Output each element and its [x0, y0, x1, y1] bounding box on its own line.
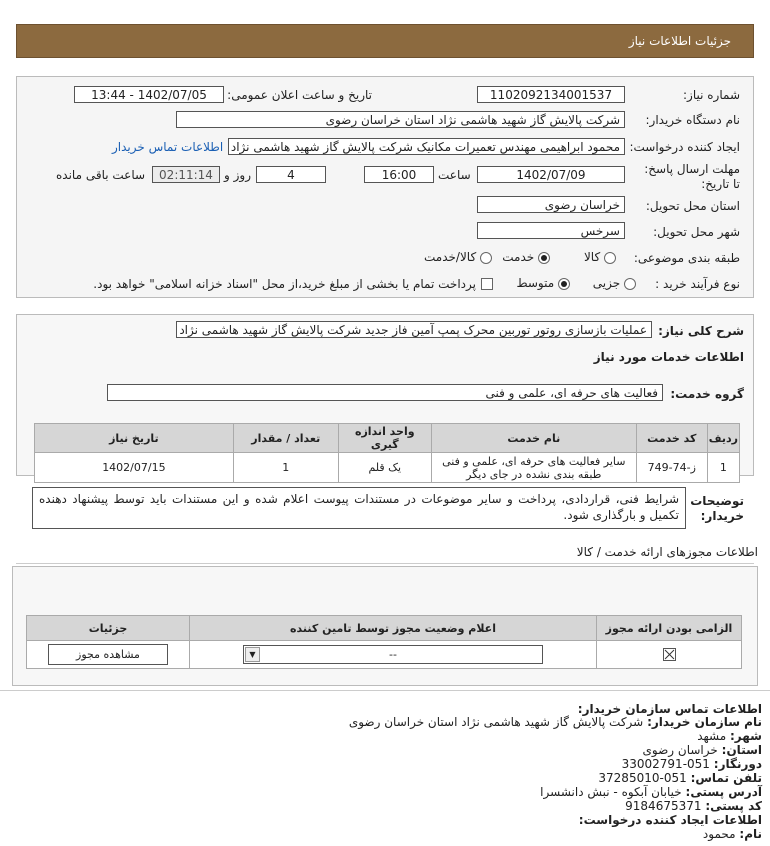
col-name: نام خدمت — [431, 424, 636, 453]
city-field[interactable]: سرخس — [477, 222, 625, 239]
radio-selected-icon[interactable] — [538, 252, 550, 264]
province-label: استان محل تحویل: — [645, 199, 740, 213]
cross-icon — [664, 649, 675, 660]
radio-selected-icon[interactable] — [558, 278, 570, 290]
announce-field[interactable]: 1402/07/05 - 13:44 — [74, 86, 224, 103]
contact-phone: تلفن تماس: 051-37285010 — [598, 771, 762, 785]
creator-name: نام: محمود — [702, 827, 762, 841]
process-option-minor[interactable]: جزیی — [593, 276, 636, 290]
cell-date: 1402/07/15 — [35, 453, 234, 483]
treasury-payment-text: پرداخت تمام یا بخشی از مبلغ خرید،از محل "اسناد خزانه اسلامی" خواهد بود. — [93, 277, 476, 291]
province-field[interactable]: خراسان رضوی — [477, 196, 625, 213]
remaining-time-label: ساعت باقی مانده — [56, 168, 146, 182]
contact-address: آدرس پستی: خیابان آبکوه - نبش دانشسرا — [540, 785, 762, 799]
category-option-service[interactable]: خدمت — [502, 250, 550, 264]
need-number-label: شماره نیاز: — [683, 88, 740, 102]
col-code: کد خدمت — [636, 424, 707, 453]
col-row: ردیف — [707, 424, 739, 453]
creator-field[interactable]: محمود ابراهیمی مهندس تعمیرات مکانیک شرکت پالایش گاز شهید هاشمی نژاد — [228, 138, 625, 155]
page-title: جزئیات اطلاعات نیاز — [628, 34, 731, 48]
deadline-time-field[interactable]: 16:00 — [364, 166, 434, 183]
deadline-date-field[interactable]: 1402/07/09 — [477, 166, 625, 183]
process-option-medium[interactable]: متوسط — [516, 276, 570, 290]
radio-icon[interactable] — [604, 252, 616, 264]
summary-field[interactable]: عملیات بازسازی روتور توربین محرک پمپ آمین فاز جدید شرکت پالایش گاز شهید هاشمی نژاد — [176, 321, 652, 338]
buyer-org-label: نام دستگاه خریدار: — [645, 113, 740, 127]
permits-table — [26, 615, 742, 669]
contact-title: اطلاعات تماس سازمان خریدار: — [577, 702, 762, 716]
cell-name: سایر فعالیت های حرفه ای، علمی و فنی طبقه بندی نشده در جای دیگر — [431, 453, 636, 483]
deadline-label: مهلت ارسال پاسخ: تا تاریخ: — [644, 162, 740, 191]
category-option-goods[interactable]: کالا — [584, 250, 616, 264]
radio-icon[interactable] — [624, 278, 636, 290]
remaining-time-field: 02:11:14 — [152, 166, 220, 183]
service-group-label: گروه خدمت: — [670, 387, 744, 401]
process-label: نوع فرآیند خرید : — [655, 277, 740, 291]
divider — [16, 563, 754, 564]
category-label: طبقه بندی موضوعی: — [633, 251, 740, 265]
announce-label: تاریخ و ساعت اعلان عمومی: — [227, 88, 372, 102]
buyer-notes-label: توضیحات خریدار: — [690, 494, 744, 523]
contact-org: نام سازمان خریدار: شرکت پالایش گاز شهید هاشمی نژاد استان خراسان رضوی — [348, 715, 762, 729]
treasury-payment-checkbox[interactable] — [481, 276, 493, 290]
cell-qty: 1 — [233, 453, 338, 483]
page-header — [16, 24, 754, 58]
contact-province: استان: خراسان رضوی — [642, 743, 762, 757]
days-label: روز و — [224, 168, 251, 182]
contact-fax: دورنگار: 051-33002791 — [621, 757, 762, 771]
view-permit-button[interactable]: مشاهده مجوز — [48, 644, 168, 665]
buyer-contact-link[interactable]: اطلاعات تماس خریدار — [112, 140, 224, 154]
col-permit-required: الزامی بودن ارائه مجوز — [597, 616, 742, 641]
table-row — [35, 453, 740, 483]
category-option-goods-service[interactable]: کالا/خدمت — [424, 250, 492, 264]
need-number-field[interactable]: 1102092134001537 — [477, 86, 625, 103]
cell-row: 1 — [707, 453, 739, 483]
creator-info-title: اطلاعات ایجاد کننده درخواست: — [578, 813, 762, 827]
buyer-notes-field[interactable]: شرایط فنی، قراردادی، پرداخت و سایر موضوعات در مستندات پیوست اعلام شده و این مستندات باید توسط پیشنهاد دهنده تکمیل و بارگذاری شود. — [32, 487, 686, 529]
col-permit-details: جزئیات — [27, 616, 190, 641]
creator-label: ایجاد کننده درخواست: — [629, 140, 740, 154]
permit-required-checkbox[interactable] — [663, 648, 676, 661]
cell-unit: یک قلم — [338, 453, 431, 483]
contact-postal: کد پستی: 9184675371 — [625, 799, 762, 813]
services-info-title: اطلاعات خدمات مورد نیاز — [593, 350, 744, 364]
col-unit: واحد اندازه گیری — [338, 424, 431, 453]
service-group-field[interactable]: فعالیت های حرفه ای، علمی و فنی — [107, 384, 663, 401]
radio-icon[interactable] — [480, 252, 492, 264]
deadline-time-label: ساعت — [438, 168, 471, 182]
col-date: تاریخ نیاز — [35, 424, 234, 453]
table-row — [27, 641, 742, 669]
contact-city: شهر: مشهد — [697, 729, 762, 743]
summary-label: شرح کلی نیاز: — [658, 324, 744, 338]
days-field[interactable]: 4 — [256, 166, 326, 183]
items-table — [34, 423, 740, 483]
buyer-org-field[interactable]: شرکت پالایش گاز شهید هاشمی نژاد استان خراسان رضوی — [176, 111, 625, 128]
col-permit-status: اعلام وضعیت مجوز توسط تامین کننده — [190, 616, 597, 641]
col-qty: تعداد / مقدار — [233, 424, 338, 453]
city-label: شهر محل تحویل: — [653, 225, 740, 239]
permits-title: اطلاعات مجوزهای ارائه خدمت / کالا — [576, 545, 758, 559]
permit-status-select[interactable]: -- ▼ — [243, 645, 543, 664]
chevron-down-icon[interactable]: ▼ — [245, 647, 260, 662]
cell-code: ز-74-749 — [636, 453, 707, 483]
checkbox-icon[interactable] — [481, 278, 493, 290]
